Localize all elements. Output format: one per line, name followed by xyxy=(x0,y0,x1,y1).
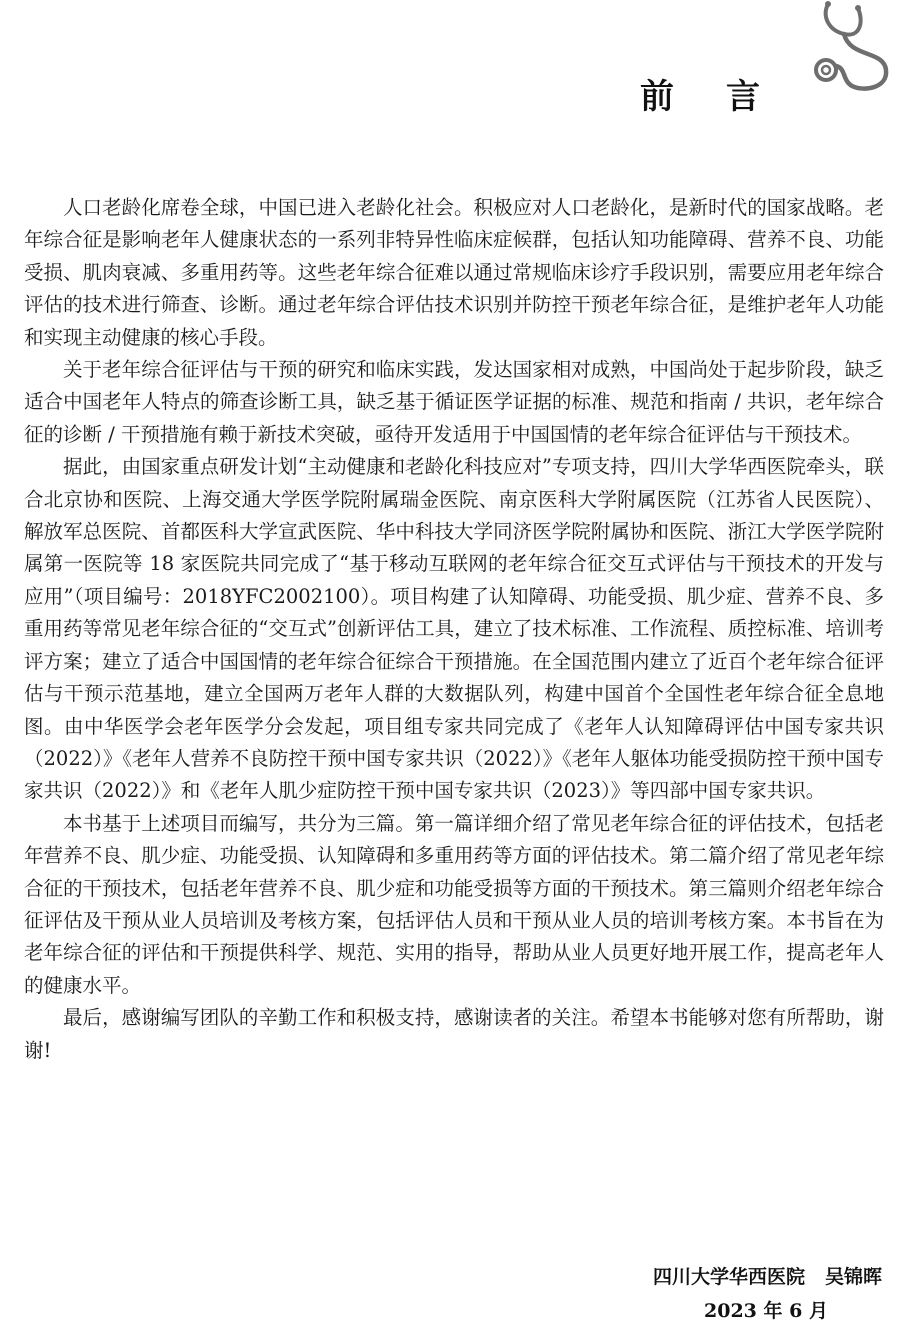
paragraph-4: 本书基于上述项目而编写，共分为三篇。第一篇详细介绍了常见老年综合征的评估技术，包括老年营养不良、肌少症、功能受损、认知障碍和多重用药等方面的评估技术。第二篇介绍了常见老年综合征的干预技术，包括老年营养不良、肌少症和功能受损等方面的干预技术。第三篇则介绍老年综合征评估及干预从业人员培训及考核方案，包括评估人员和干预从业人员的培训考核方案。本书旨在为老年综合征的评估和干预提供科学、规范、实用的指导，帮助从业人员更好地开展工作，提高老年人的健康水平。 xyxy=(24,811,884,997)
signature-institution: 四川大学华西医院 xyxy=(652,1266,805,1288)
page-title: 前言 xyxy=(640,76,812,117)
preface-body xyxy=(24,192,884,1067)
signature-line xyxy=(653,1262,882,1292)
stethoscope-icon xyxy=(798,0,898,100)
paragraph-2: 关于老年综合征评估与干预的研究和临床实践，发达国家相对成熟，中国尚处于起步阶段，缺乏适合中国老年人特点的筛查诊断工具，缺乏基于循证医学证据的标准、规范和指南 / 共识，老年综合征的诊断 / 干预措施有赖于新技术突破，亟待开发适用于中国国情的老年综合征评估与干预技术。 xyxy=(24,358,884,446)
signature-author: 吴锦晖 xyxy=(824,1266,882,1288)
paragraph-5: 最后，感谢编写团队的辛勤工作和积极支持，感谢读者的关注。希望本书能够对您有所帮助，谢谢! xyxy=(24,1006,884,1062)
paragraph-1: 人口老龄化席卷全球，中国已进入老龄化社会。积极应对人口老龄化，是新时代的国家战略。老年综合征是影响老年人健康状态的一系列非特异性临床症候群，包括认知功能障碍、营养不良、功能受损、肌肉衰减、多重用药等。这些老年综合征难以通过常规临床诊疗手段识别，需要应用老年综合评估的技术进行筛查、诊断。通过老年综合评估技术识别并防控干预老年综合征，是维护老年人功能和实现主动健康的核心手段。 xyxy=(24,196,884,349)
paragraph-3: 据此，由国家重点研发计划“主动健康和老龄化科技应对”专项支持，四川大学华西医院牵头，联合北京协和医院、上海交通大学医学院附属瑞金医院、南京医科大学附属医院（江苏省人民医院）、解放军总医院、首都医科大学宣武医院、华中科技大学同济医学院附属协和医院、浙江大学医学院附属第一医院等 18 家医院共同完成了“基于移动互联网的老年综合征交互式评估与干预技术的开发与应用”（项目编号：2018YFC2002100）。项目构建了认知障碍、功能受损、肌少症、营养不良、多重用药等常见老年综合征的“交互式”创新评估工具，建立了技术标准、工作流程、质控标准、培训考评方案；建立了适合中国国情的老年综合征综合干预措施。在全国范围内建立了近百个老年综合征评估与干预示范基地，建立全国两万老年人群的大数据队列，构建中国首个全国性老年综合征全息地图。由中华医学会老年医学分会发起，项目组专家共同完成了《老年人认知障碍评估中国专家共识（2022）》《老年人营养不良防控干预中国专家共识（2022）》《老年人躯体功能受损防控干预中国专家共识（2022）》和《老年人肌少症防控干预中国专家共识（2023）》等四部中国专家共识。 xyxy=(24,455,884,803)
signature-date: 2023 年 6 月 xyxy=(704,1300,828,1322)
